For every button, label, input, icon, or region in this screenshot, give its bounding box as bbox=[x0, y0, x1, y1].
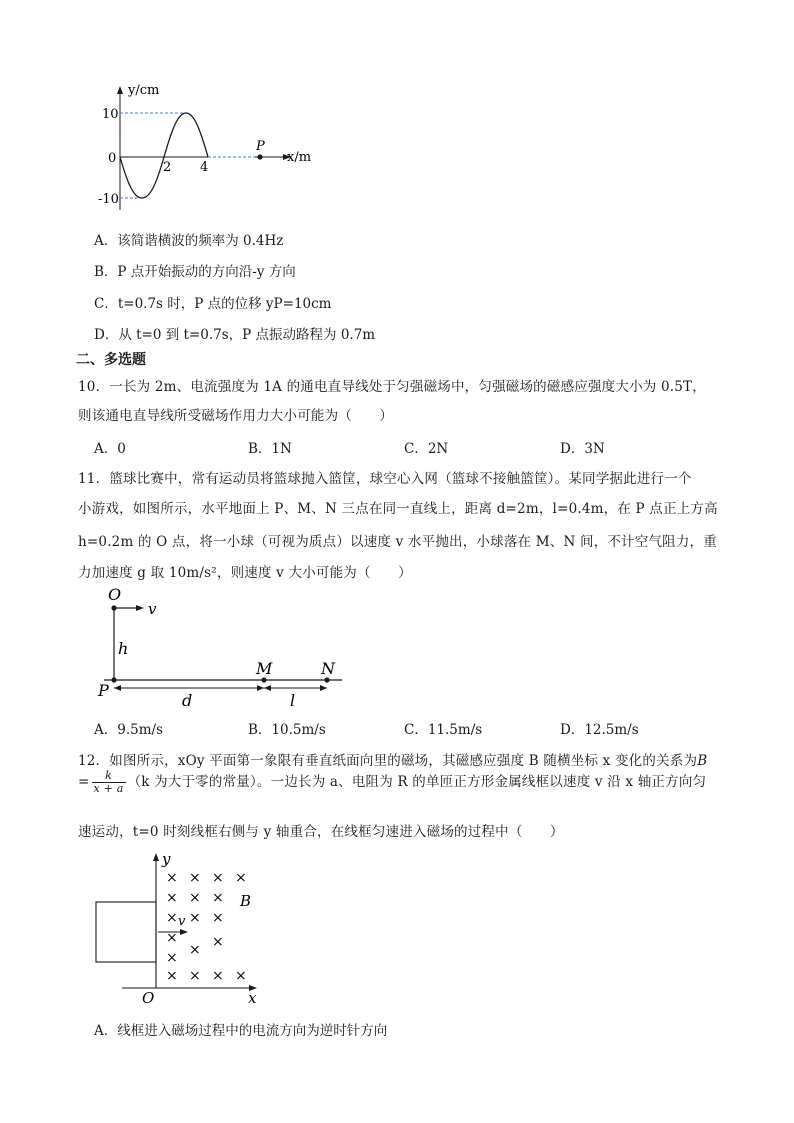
q11-option-d: D．12.5m/s bbox=[560, 722, 639, 738]
wave-tick-2: 2 bbox=[163, 160, 172, 175]
field-cross: × bbox=[235, 870, 247, 886]
proj-label-o: O bbox=[108, 585, 122, 604]
wave-figure bbox=[90, 80, 330, 215]
q12-line-3: 速运动，t=0 时刻线框右侧与 y 轴重合，在线框匀速进入磁场的过程中（ ） bbox=[78, 824, 564, 840]
wave-curve bbox=[120, 113, 208, 198]
field-cross: × bbox=[166, 950, 178, 966]
proj-point-m bbox=[261, 677, 266, 682]
q12-frac-den: x + a bbox=[93, 782, 124, 795]
field-cross: × bbox=[189, 890, 201, 906]
field-cross: × bbox=[166, 870, 178, 886]
q10-option-b: B．1N bbox=[248, 441, 292, 457]
proj-label-n: N bbox=[321, 659, 335, 678]
q11-option-b: B．10.5m/s bbox=[248, 722, 326, 738]
field-cross: × bbox=[166, 910, 178, 926]
field-cross: × bbox=[189, 942, 201, 958]
q12-option-a: A．线框进入磁场过程中的电流方向为逆时针方向 bbox=[94, 1023, 388, 1039]
q11-option-c: C．11.5m/s bbox=[404, 722, 483, 738]
field-cross: × bbox=[212, 890, 224, 906]
projectile-figure bbox=[90, 582, 355, 712]
q11-option-a: A．9.5m/s bbox=[94, 722, 163, 738]
wave-tick-0: 0 bbox=[108, 151, 117, 166]
q12-fraction bbox=[92, 770, 126, 795]
proj-label-m: M bbox=[256, 659, 273, 678]
q11-line-3: h=0.2m 的 O 点，将一小球（可视为质点）以速度 v 水平抛出，小球落在 M、N 间，不计空气阻力，重 bbox=[78, 534, 717, 550]
field-cross: × bbox=[212, 910, 224, 926]
q12-line-1 bbox=[78, 749, 707, 769]
q9-option-a: A．该简谐横波的频率为 0.4Hz bbox=[94, 233, 284, 249]
field-cross: × bbox=[212, 870, 224, 886]
field-label-x: x bbox=[248, 989, 257, 1007]
wave-tick-neg10: -10 bbox=[98, 192, 119, 207]
field-cross: × bbox=[189, 968, 201, 984]
wave-y-label: y/cm bbox=[128, 83, 160, 98]
field-label-b: B bbox=[240, 892, 252, 910]
wave-tick-4: 4 bbox=[200, 160, 209, 175]
field-label-y: y bbox=[162, 850, 171, 868]
field-cross: × bbox=[166, 890, 178, 906]
field-cross: × bbox=[166, 930, 178, 946]
field-figure bbox=[90, 848, 270, 1010]
field-cross: × bbox=[189, 910, 201, 926]
field-label-o: O bbox=[142, 989, 155, 1007]
q9-option-c: C．t=0.7s 时，P 点的位移 yP=10cm bbox=[94, 296, 332, 312]
field-label-v: v bbox=[178, 914, 186, 929]
wave-label-p: P bbox=[256, 139, 265, 154]
q10-line-1: 10．一长为 2m、电流强度为 1A 的通电直导线处于匀强磁场中，匀强磁场的磁感应强度大小为 0.5T， bbox=[78, 379, 706, 395]
q12-eq-sign: = bbox=[78, 774, 90, 790]
wave-y-arrow bbox=[117, 86, 123, 94]
field-cross: × bbox=[212, 968, 224, 984]
wave-x-label: x/m bbox=[287, 150, 312, 165]
q10-line-2: 则该通电直导线所受磁场作用力大小可能为（ ） bbox=[78, 408, 394, 424]
q12-line-2 bbox=[78, 770, 706, 795]
wave-tick-10: 10 bbox=[102, 107, 119, 122]
field-cross: × bbox=[235, 968, 247, 984]
q9-option-b: B．P 点开始振动的方向沿-y 方向 bbox=[94, 264, 296, 280]
proj-label-d: d bbox=[182, 691, 193, 710]
q12-frac-num: k bbox=[92, 770, 126, 783]
q10-option-d: D．3N bbox=[560, 441, 605, 457]
q12-line-2-rest: （k 为大于零的常量）。一边长为 a、电阻为 R 的单匝正方形金属线框以速度 v 沿 x 轴正方向匀 bbox=[127, 774, 707, 790]
proj-point-p bbox=[111, 677, 116, 682]
q12-var-b: B bbox=[697, 753, 708, 769]
q11-line-4: 力加速度 g 取 10m/s²，则速度 v 大小可能为（ ） bbox=[78, 565, 412, 581]
proj-point-n bbox=[324, 677, 329, 682]
field-cross: × bbox=[166, 968, 178, 984]
q11-line-2: 小游戏，如图所示，水平地面上 P、M、N 三点在同一直线上，距离 d=2m，l=0.4m，在 P 点正上方高 bbox=[78, 501, 718, 517]
q10-option-c: C．2N bbox=[404, 441, 449, 457]
q11-line-1: 11．篮球比赛中，常有运动员将篮球抛入篮筐，球空心入网（篮球不接触篮筐）。某同学据此进行一个 bbox=[78, 471, 692, 487]
field-cross: × bbox=[189, 870, 201, 886]
section-title: 二、多选题 bbox=[76, 352, 146, 368]
wave-point-p bbox=[257, 154, 262, 159]
proj-label-v: v bbox=[148, 600, 157, 618]
q10-option-a: A．0 bbox=[94, 441, 126, 457]
proj-label-l: l bbox=[290, 691, 296, 710]
field-square-loop bbox=[96, 902, 156, 962]
proj-label-p: P bbox=[98, 681, 109, 700]
proj-label-h: h bbox=[118, 639, 129, 658]
q12-line-1-text: 12．如图所示，xOy 平面第一象限有垂直纸面向里的磁场，其磁感应强度 B 随横坐标 x 变化的关系为 bbox=[78, 753, 698, 769]
q9-option-d: D．从 t=0 到 t=0.7s，P 点振动路程为 0.7m bbox=[94, 327, 376, 343]
field-cross: × bbox=[212, 934, 224, 950]
